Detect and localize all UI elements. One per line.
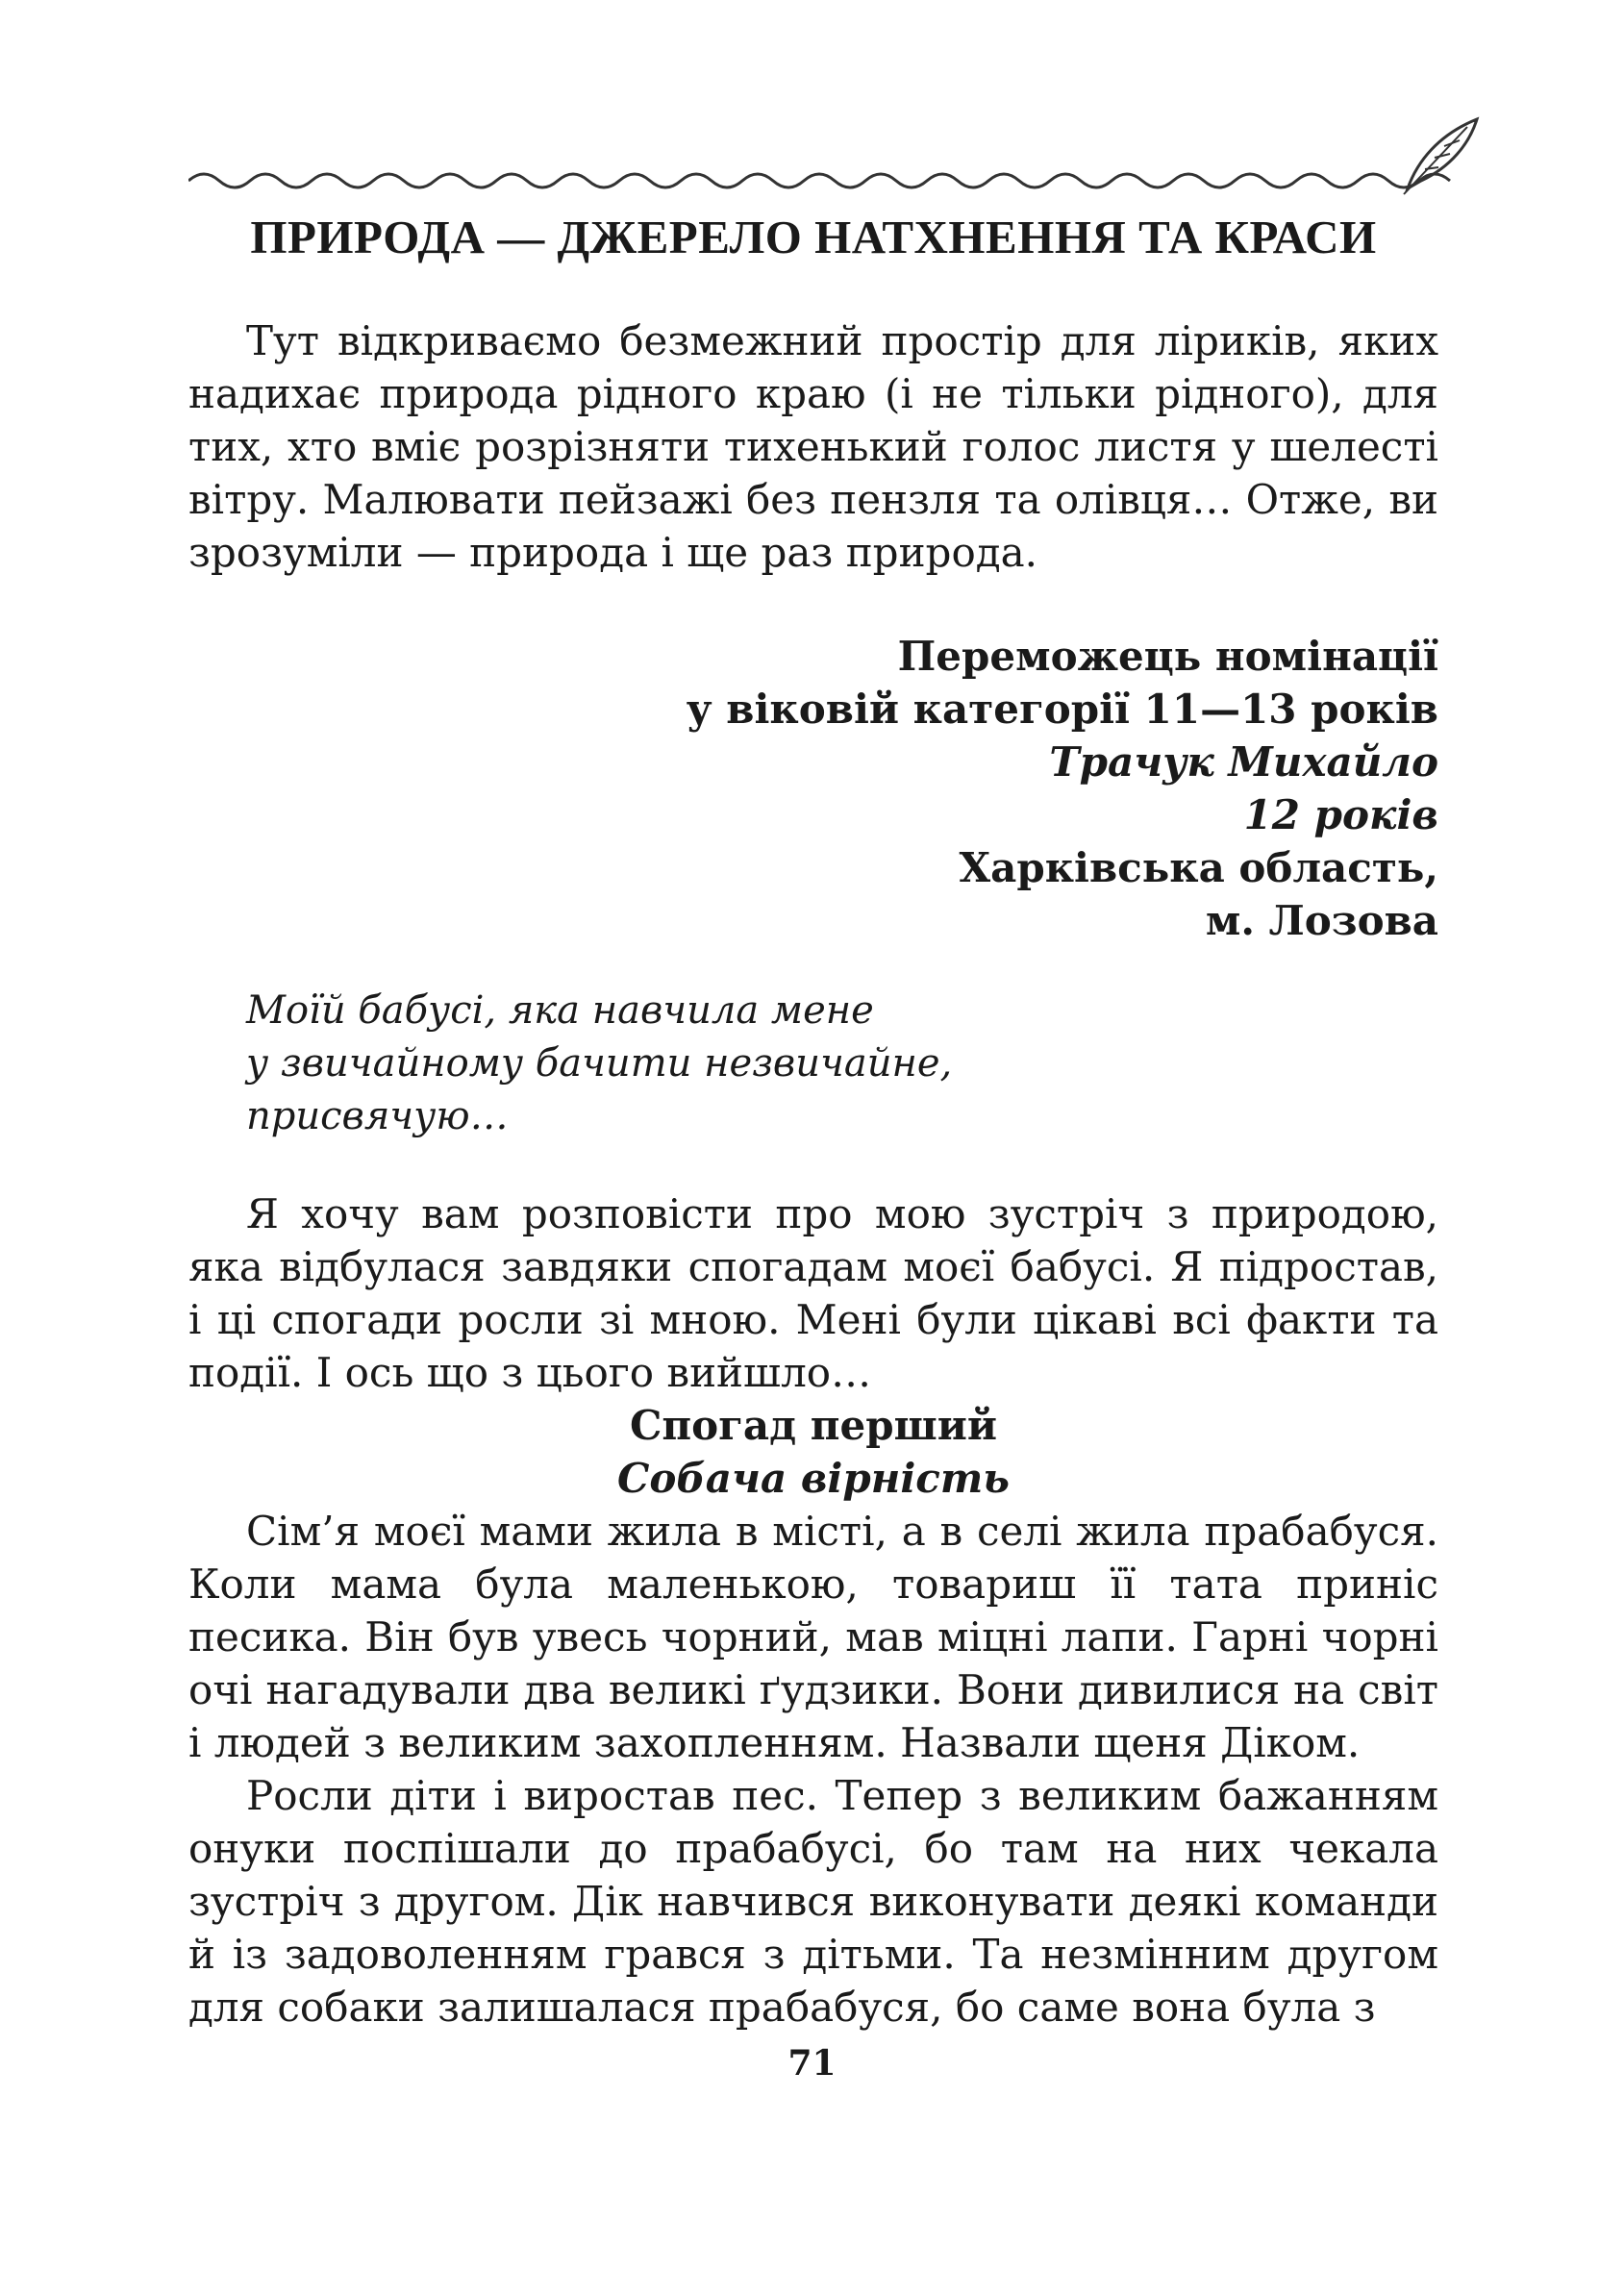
winner-age-category: у віковій категорії 11—13 років xyxy=(686,686,1438,733)
story-text xyxy=(188,1187,1438,2034)
author-region: Харківська область, xyxy=(959,844,1438,891)
page-number: 71 xyxy=(787,2043,837,2084)
wave-quill-ornament xyxy=(188,113,1487,205)
dedication xyxy=(246,985,952,1143)
dedication-line: Моїй бабусі, яка навчила мене xyxy=(246,988,874,1033)
intro-paragraph: Тут відкриваємо безмежний простір для ліриків, яких надихає природа рідного краю (і не тільки рідного), для тих, хто вміє розрізняти тихенький голос листя у шелесті вітру. Малювати пейзажі без пензля та олівця… Отже, ви зрозуміли — природа і ще раз природа. xyxy=(188,317,1438,576)
section-title: ПРИРОДА — ДЖЕРЕЛО НАТХНЕННЯ ТА КРАСИ xyxy=(250,211,1377,263)
story-subheading: Собача вірність xyxy=(616,1455,1011,1502)
dedication-line: у звичайному бачити незвичайне, xyxy=(246,1041,953,1086)
dedication-line: присвячую… xyxy=(246,1094,509,1138)
quill-icon xyxy=(1404,119,1477,194)
author-city: м. Лозова xyxy=(1205,897,1438,944)
winner-block xyxy=(188,630,1438,947)
story-paragraph: Росли діти і виростав пес. Тепер з великим бажанням онуки поспішали до прабабусі, бо там на них чекала зустріч з другом. Дік навчився виконувати деякі команди й із задоволенням грався з дітьми. Та незмінним другом для собаки залишалася прабабуся, бо саме вона була з xyxy=(188,1772,1438,2031)
story-paragraph: Я хочу вам розповісти про мою зустріч з природою, яка відбулася завдяки спогадам моєї бабусі. Я підростав, і ці спогади росли зі мною. Мені були цікаві всі факти та події. І ось що з цього вийшло… xyxy=(188,1190,1438,1396)
story-paragraph: Сім’я моєї мами жила в місті, а в селі жила прабабуся. Коли мама була маленькою, товариш її тата приніс песика. Він був увесь чорний, мав міцні лапи. Гарні чорні очі нагадували два великі ґудзики. Вони дивилися на світ і людей з великим захопленням. Назвали щеня Діком. xyxy=(188,1508,1438,1766)
author-age: 12 років xyxy=(1243,791,1438,838)
author-name: Трачук Михайло xyxy=(1049,738,1438,786)
winner-nomination: Переможець номінації xyxy=(897,633,1438,680)
story-heading: Спогад перший xyxy=(629,1402,998,1449)
intro-text xyxy=(188,314,1438,579)
